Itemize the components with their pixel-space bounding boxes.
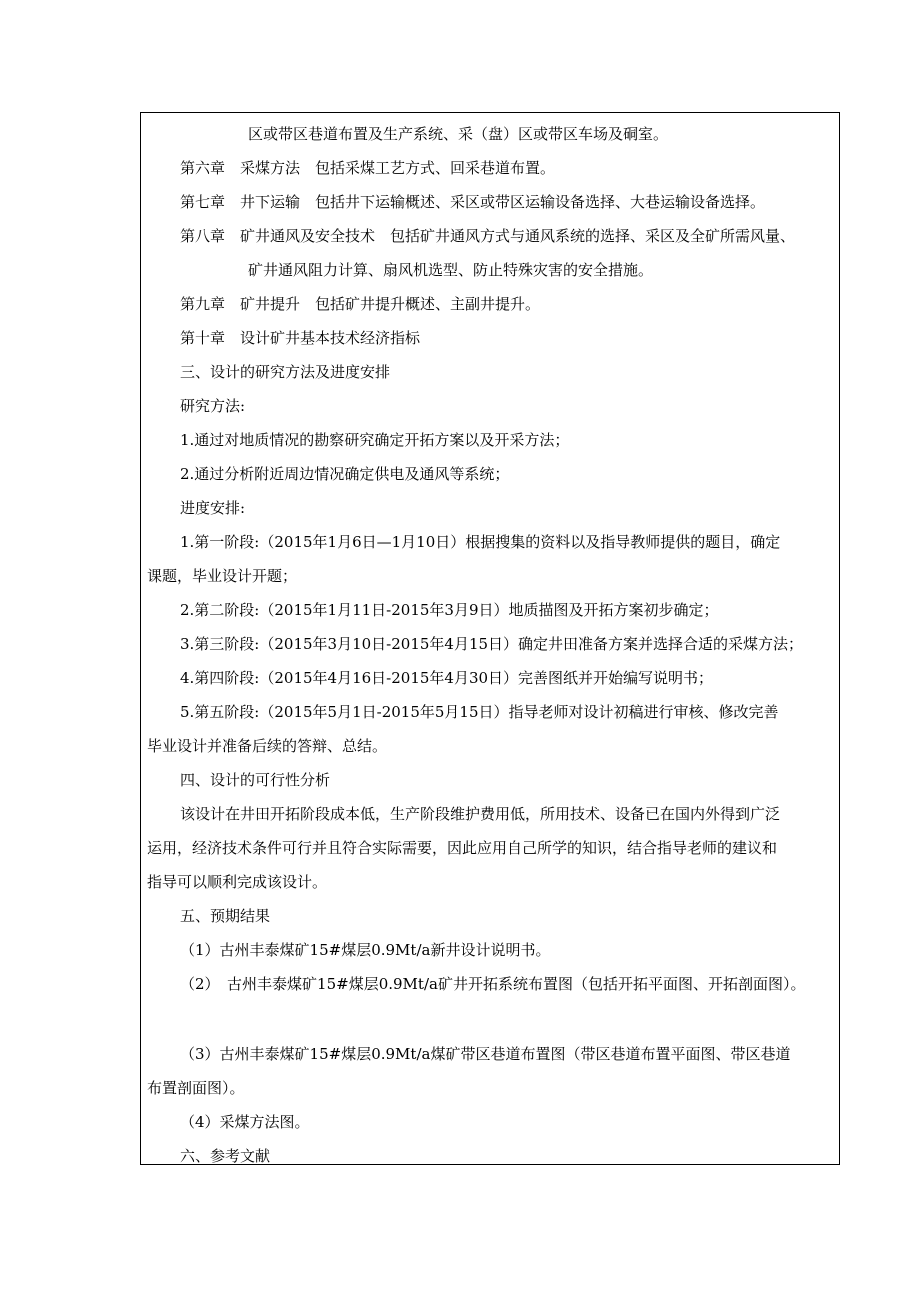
text-line: 第六章 采煤方法 包括采煤工艺方式、回采巷道布置。 (180, 159, 556, 177)
text-line: 进度安排: (180, 499, 246, 517)
text-line: 区或带区巷道布置及生产系统、采（盘）区或带区车场及硐室。 (248, 125, 669, 143)
text-line: （1）古州丰泰煤矿15#煤层0.9Mt/a新井设计说明书。 (180, 941, 551, 959)
text-line: （3）古州丰泰煤矿15#煤层0.9Mt/a煤矿带区巷道布置图（带区巷道布置平面图、带区巷道 (180, 1045, 791, 1063)
section-heading: 六、参考文献 (180, 1147, 271, 1165)
text-line: 1.第一阶段:（2015年1月6日—1月10日）根据搜集的资料以及指导教师提供的题目，确定 (180, 533, 781, 551)
text-line: 课题，毕业设计开题； (147, 567, 298, 585)
text-line: 研究方法: (180, 397, 246, 415)
text-line: 第十章 设计矿井基本技术经济指标 (180, 329, 421, 347)
text-line: 布置剖面图）。 (147, 1079, 245, 1097)
section-heading: 四、设计的可行性分析 (180, 771, 331, 789)
section-heading: 五、预期结果 (180, 907, 271, 925)
text-line: 第九章 矿井提升 包括矿井提升概述、主副井提升。 (180, 295, 541, 313)
text-line: 1.通过对地质情况的勘察研究确定开拓方案以及开采方法； (180, 431, 570, 449)
section-heading: 三、设计的研究方法及进度安排 (180, 363, 391, 381)
text-line: （4）采煤方法图。 (180, 1113, 310, 1131)
text-line: 指导可以顺利完成该设计。 (147, 873, 328, 891)
text-line: 2.第二阶段:（2015年1月11日-2015年3月9日）地质描图及开拓方案初步确定； (180, 601, 719, 619)
text-line: 矿井通风阻力计算、扇风机选型、防止特殊灾害的安全措施。 (248, 261, 654, 279)
text-line: 3.第三阶段:（2015年3月10日-2015年4月15日）确定井田准备方案并选择合适的采煤方法； (180, 635, 804, 653)
text-line: 第八章 矿井通风及安全技术 包括矿井通风方式与通风系统的选择、采区及全矿所需风量、 (180, 227, 796, 245)
text-line: 运用，经济技术条件可行并且符合实际需要，因此应用自己所学的知识，结合指导老师的建议和 (147, 839, 778, 857)
text-line: 第七章 井下运输 包括井下运输概述、采区或带区运输设备选择、大巷运输设备选择。 (180, 193, 766, 211)
text-line: （2） 古州丰泰煤矿15#煤层0.9Mt/a矿井开拓系统布置图（包括开拓平面图、开拓剖面图）。 (180, 975, 806, 993)
text-line: 2.通过分析附近周边情况确定供电及通风等系统； (180, 465, 510, 483)
text-line: 5.第五阶段:（2015年5月1日-2015年5月15日）指导老师对设计初稿进行审核、修改完善 (180, 703, 779, 721)
text-line: 该设计在井田开拓阶段成本低，生产阶段维护费用低，所用技术、设备已在国内外得到广泛 (180, 805, 781, 823)
text-line: 毕业设计并准备后续的答辩、总结。 (147, 737, 388, 755)
text-line: 4.第四阶段:（2015年4月16日-2015年4月30日）完善图纸并开始编写说明书； (180, 669, 714, 687)
